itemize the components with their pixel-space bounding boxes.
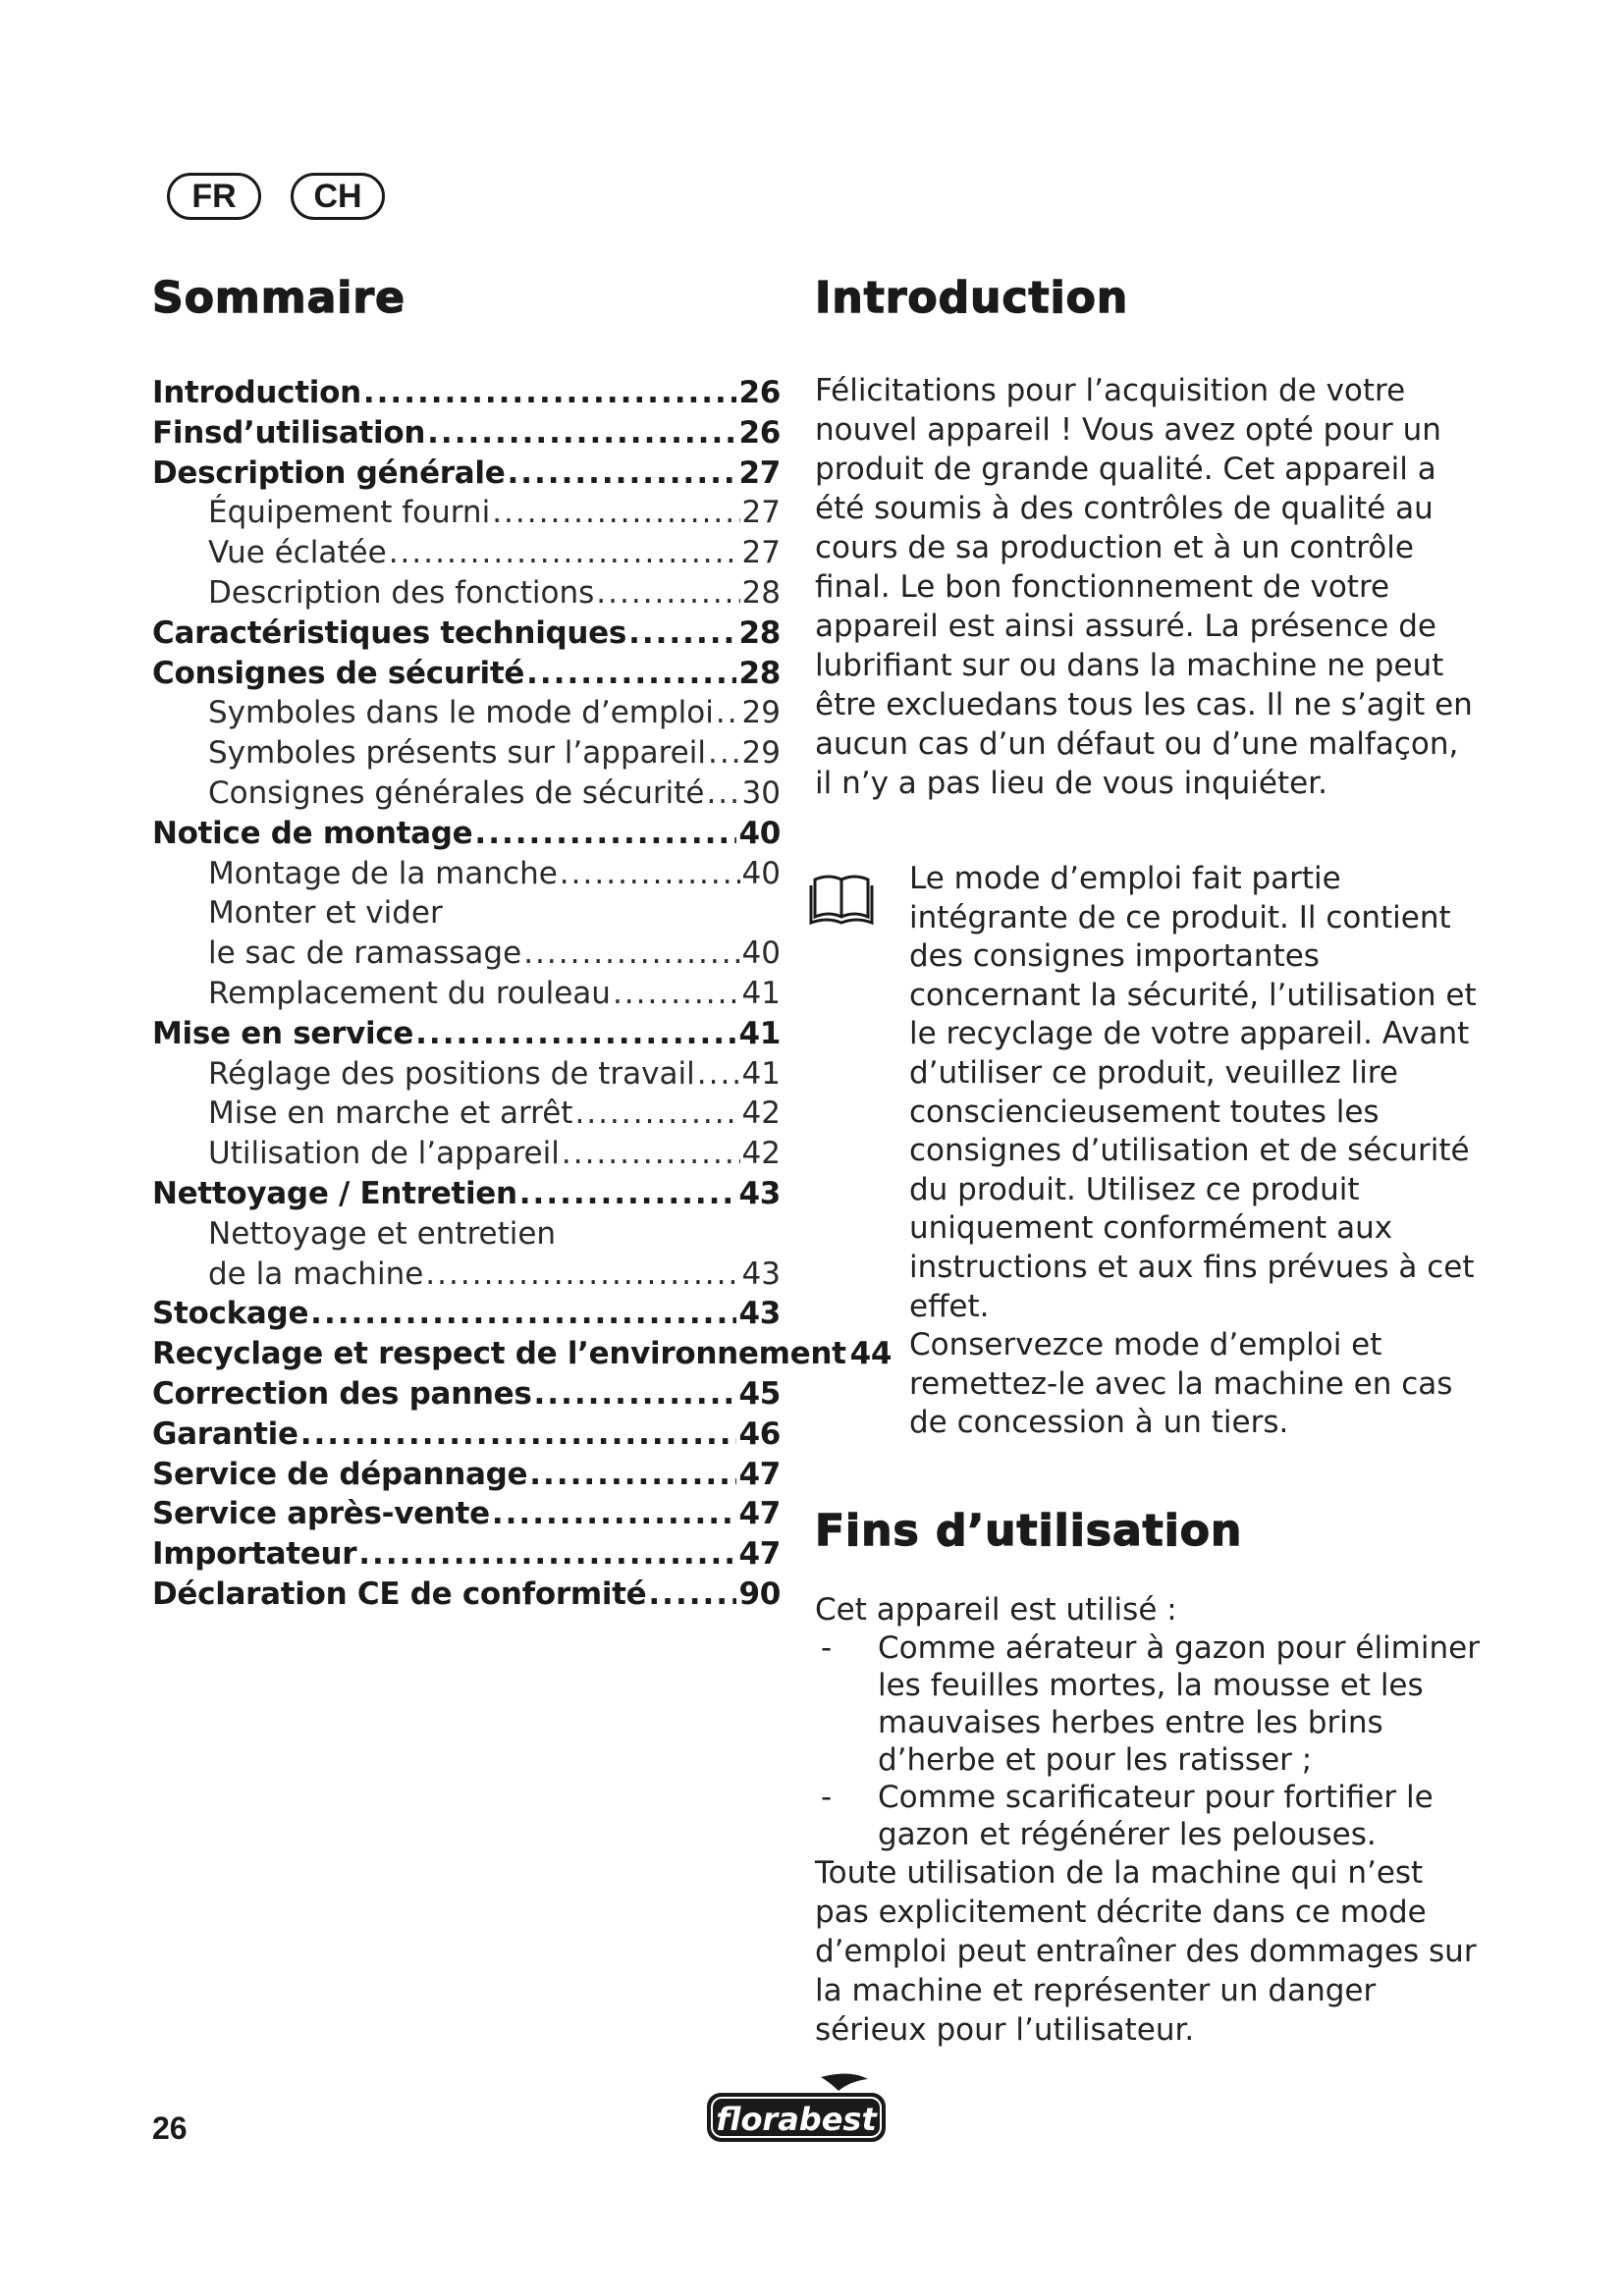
table-of-contents <box>152 373 893 1615</box>
toc-entry-label: Vue éclatée <box>208 535 387 571</box>
toc-entry-page: 40 <box>741 935 781 972</box>
toc-entry-label: Description des fonctions <box>208 574 595 611</box>
list-item: - Comme aérateur à gazon pour éliminer les feuilles mortes, la mousse et les mauvaises herbes entre les brins d’herbe et pour les ratisser ; <box>821 1629 1480 1778</box>
toc-leader-dots <box>300 1415 737 1455</box>
toc-entry-label: Importateur <box>152 1536 357 1573</box>
toc-leader-dots <box>492 493 739 533</box>
toc-leader-dots <box>415 1014 736 1054</box>
toc-leader-dots <box>708 733 740 774</box>
fins-list <box>815 1629 1483 1853</box>
toc-entry-page: 30 <box>741 774 781 811</box>
toc-entry-page: 27 <box>741 495 781 531</box>
toc-entry <box>152 413 781 454</box>
toc-entry-label: Stockage <box>152 1296 309 1332</box>
toc-entry-page: 43 <box>738 1296 781 1332</box>
toc-entry-label: Utilisation de l’appareil <box>208 1136 560 1172</box>
toc-leader-dots <box>358 1534 736 1575</box>
sommaire-section <box>152 265 893 1615</box>
toc-entry-label: Montage de la manche <box>208 855 558 891</box>
main-content <box>815 265 1483 2050</box>
toc-leader-dots <box>706 774 739 814</box>
toc-entry <box>152 1575 781 1615</box>
toc-entry <box>152 614 781 654</box>
toc-entry-label: Consignes générales de sécurité <box>208 774 705 811</box>
toc-entry-page: 29 <box>741 735 781 772</box>
toc-leader-dots <box>574 1094 739 1134</box>
toc-entry <box>152 493 781 533</box>
page-number: 26 <box>152 2110 188 2146</box>
toc-entry-label: Recyclage et respect de l’environnement <box>152 1336 846 1372</box>
toc-leader-dots <box>562 1134 740 1174</box>
language-badge-ch: CH <box>291 173 385 220</box>
language-badge-fr: FR <box>167 173 261 220</box>
toc-entry-page: 90 <box>738 1575 781 1612</box>
toc-entry <box>152 533 781 573</box>
toc-entry <box>152 1014 781 1054</box>
toc-entry <box>152 1455 781 1495</box>
toc-entry <box>152 1174 781 1214</box>
logo-text: florabest <box>716 2101 877 2138</box>
language-badges <box>167 173 385 220</box>
toc-entry-page: 42 <box>741 1095 781 1132</box>
toc-entry-label: Nettoyage et entretien <box>208 1215 557 1252</box>
toc-entry-page: 28 <box>741 574 781 611</box>
list-item: - Comme scarificateur pour fortifier le gazon et régénérer les pelouses. <box>821 1779 1434 1852</box>
toc-entry <box>152 1255 781 1295</box>
toc-entry-page: 43 <box>738 1175 781 1211</box>
toc-entry-page: 27 <box>741 535 781 571</box>
toc-entry <box>152 1094 781 1134</box>
toc-entry <box>152 774 781 814</box>
toc-entry <box>152 1494 781 1534</box>
toc-entry-label: Finsd’utilisation <box>152 414 426 451</box>
toc-leader-dots <box>529 1455 736 1495</box>
toc-entry-label: Description générale <box>152 454 506 491</box>
note-text-keep: Conservezce mode d’emploi et remettez-le avec la machine en cas de concession à un tiers. <box>909 1327 1453 1441</box>
toc-leader-dots <box>697 1054 740 1095</box>
toc-leader-dots <box>534 1374 737 1415</box>
toc-entry-page: 40 <box>741 855 781 891</box>
toc-entry <box>152 573 781 614</box>
fins-intro: Cet appareil est utilisé : <box>815 1591 1177 1628</box>
florabest-logo <box>703 2069 890 2148</box>
toc-entry-label: de la machine <box>208 1255 424 1292</box>
toc-entry <box>152 1294 781 1334</box>
toc-entry-page: 41 <box>738 1015 781 1051</box>
toc-entry <box>152 893 781 934</box>
toc-entry-page: 42 <box>741 1136 781 1172</box>
toc-entry-page: 45 <box>738 1375 781 1412</box>
toc-entry-page: 41 <box>741 975 781 1011</box>
toc-leader-dots <box>526 654 736 694</box>
toc-entry-page: 27 <box>738 454 781 491</box>
toc-entry-label: Réglage des positions de travail <box>208 1055 695 1092</box>
toc-leader-dots <box>523 934 739 974</box>
toc-entry-label: Service après-vente <box>152 1496 490 1532</box>
toc-entry-label: Monter et vider <box>208 895 443 932</box>
toc-entry <box>152 854 781 894</box>
toc-entry-page: 47 <box>738 1496 781 1532</box>
toc-entry <box>152 1134 781 1174</box>
toc-entry-page: 28 <box>738 655 781 691</box>
toc-leader-dots <box>507 454 736 494</box>
toc-entry <box>152 1415 781 1455</box>
toc-entry-label: Consignes de sécurité <box>152 655 525 691</box>
toc-entry <box>152 814 781 854</box>
fins-title: Fins d’utilisation <box>815 1505 1243 1556</box>
introduction-text: Félicitations pour l’acquisition de votre nouvel appareil ! Vous avez opté pour un produit de grande qualité. Cet appareil a été soumis à des contrôles de qualité au cours de sa production et à un contrôle final. Le bon fonctionnement de votre appareil est ainsi assuré. La présence de lubrifiant sur ou dans la machine ne peut être excluedans tous les cas. Il ne s’agit en aucun cas d’un défaut ou d’une malfaçon, il n’y a pas lieu de vous inquiéter. <box>815 373 1473 801</box>
toc-entry-page: 26 <box>738 375 781 410</box>
note-block <box>815 860 1483 1443</box>
toc-entry-page: 47 <box>738 1456 781 1492</box>
toc-entry-label: Mise en service <box>152 1015 414 1051</box>
toc-entry <box>152 934 781 974</box>
toc-entry-page: 41 <box>741 1055 781 1092</box>
toc-entry-label: Introduction <box>152 375 361 410</box>
toc-entry <box>152 1534 781 1575</box>
toc-entry-label: Nettoyage / Entretien <box>152 1175 517 1211</box>
toc-leader-dots <box>596 573 739 614</box>
toc-entry-label: Correction des pannes <box>152 1375 532 1412</box>
toc-entry-label: Déclaration CE de conformité <box>152 1575 647 1612</box>
toc-entry-page: 47 <box>738 1536 781 1573</box>
fins-outro: Toute utilisation de la machine qui n’est pas explicitement décrite dans ce mode d’emploi peut entraîner des dommages sur la machine et représenter un danger sérieux pour l’utilisateur. <box>815 1854 1477 2048</box>
toc-entry <box>152 1334 893 1374</box>
toc-entry-label: le sac de ramassage <box>208 935 522 972</box>
toc-entry-page: 43 <box>741 1255 781 1292</box>
toc-entry-page: 26 <box>738 414 781 451</box>
toc-leader-dots <box>613 974 740 1014</box>
toc-leader-dots <box>310 1294 736 1334</box>
toc-entry-page: 44 <box>849 1336 893 1372</box>
toc-entry-label: Remplacement du rouleau <box>208 975 611 1011</box>
toc-leader-dots <box>363 373 737 413</box>
toc-entry-label: Symboles dans le mode d’emploi <box>208 695 714 731</box>
toc-entry-page: 40 <box>738 815 781 851</box>
toc-leader-dots <box>519 1174 737 1214</box>
toc-entry-page: 28 <box>738 614 781 651</box>
toc-entry <box>152 654 781 694</box>
toc-entry-label: Équipement fourni <box>208 495 491 531</box>
toc-entry <box>152 1214 781 1255</box>
toc-entry <box>152 454 781 494</box>
toc-leader-dots <box>560 854 740 894</box>
toc-entry-label: Notice de montage <box>152 815 473 851</box>
sommaire-title: Sommaire <box>152 273 406 323</box>
toc-leader-dots <box>474 814 736 854</box>
toc-entry-label: Symboles présents sur l’appareil <box>208 735 706 772</box>
toc-entry-label: Garantie <box>152 1415 298 1452</box>
book-icon <box>809 860 899 1443</box>
toc-leader-dots <box>389 533 740 573</box>
toc-entry-page: 46 <box>738 1415 781 1452</box>
toc-entry <box>152 693 781 733</box>
toc-entry-label: Caractéristiques techniques <box>152 614 627 651</box>
toc-entry <box>152 1054 781 1095</box>
introduction-title: Introduction <box>815 273 1129 323</box>
toc-entry-label: Service de dépannage <box>152 1456 528 1492</box>
toc-leader-dots <box>492 1494 737 1534</box>
toc-entry <box>152 373 781 413</box>
note-text-main: Le mode d’emploi fait partie intégrante de ce produit. Il contient des consignes importantes concernant la sécurité, l’utilisation et le recyclage de votre appareil. Avant d’utiliser ce produit, veuillez lire consciencieusement toutes les consignes d’utilisation et de sécurité du produit. Utilisez ce produit uniquement conformément aux instructions et aux fins prévues à cet effet. <box>909 861 1477 1324</box>
toc-leader-dots <box>427 413 736 454</box>
toc-leader-dots <box>648 1575 736 1615</box>
toc-entry <box>152 1374 781 1415</box>
toc-entry-page: 29 <box>741 695 781 731</box>
toc-entry <box>152 733 781 774</box>
toc-entry <box>152 974 781 1014</box>
toc-leader-dots <box>425 1255 739 1295</box>
toc-leader-dots <box>716 693 740 733</box>
toc-leader-dots <box>628 614 736 654</box>
toc-entry-label: Mise en marche et arrêt <box>208 1095 573 1132</box>
